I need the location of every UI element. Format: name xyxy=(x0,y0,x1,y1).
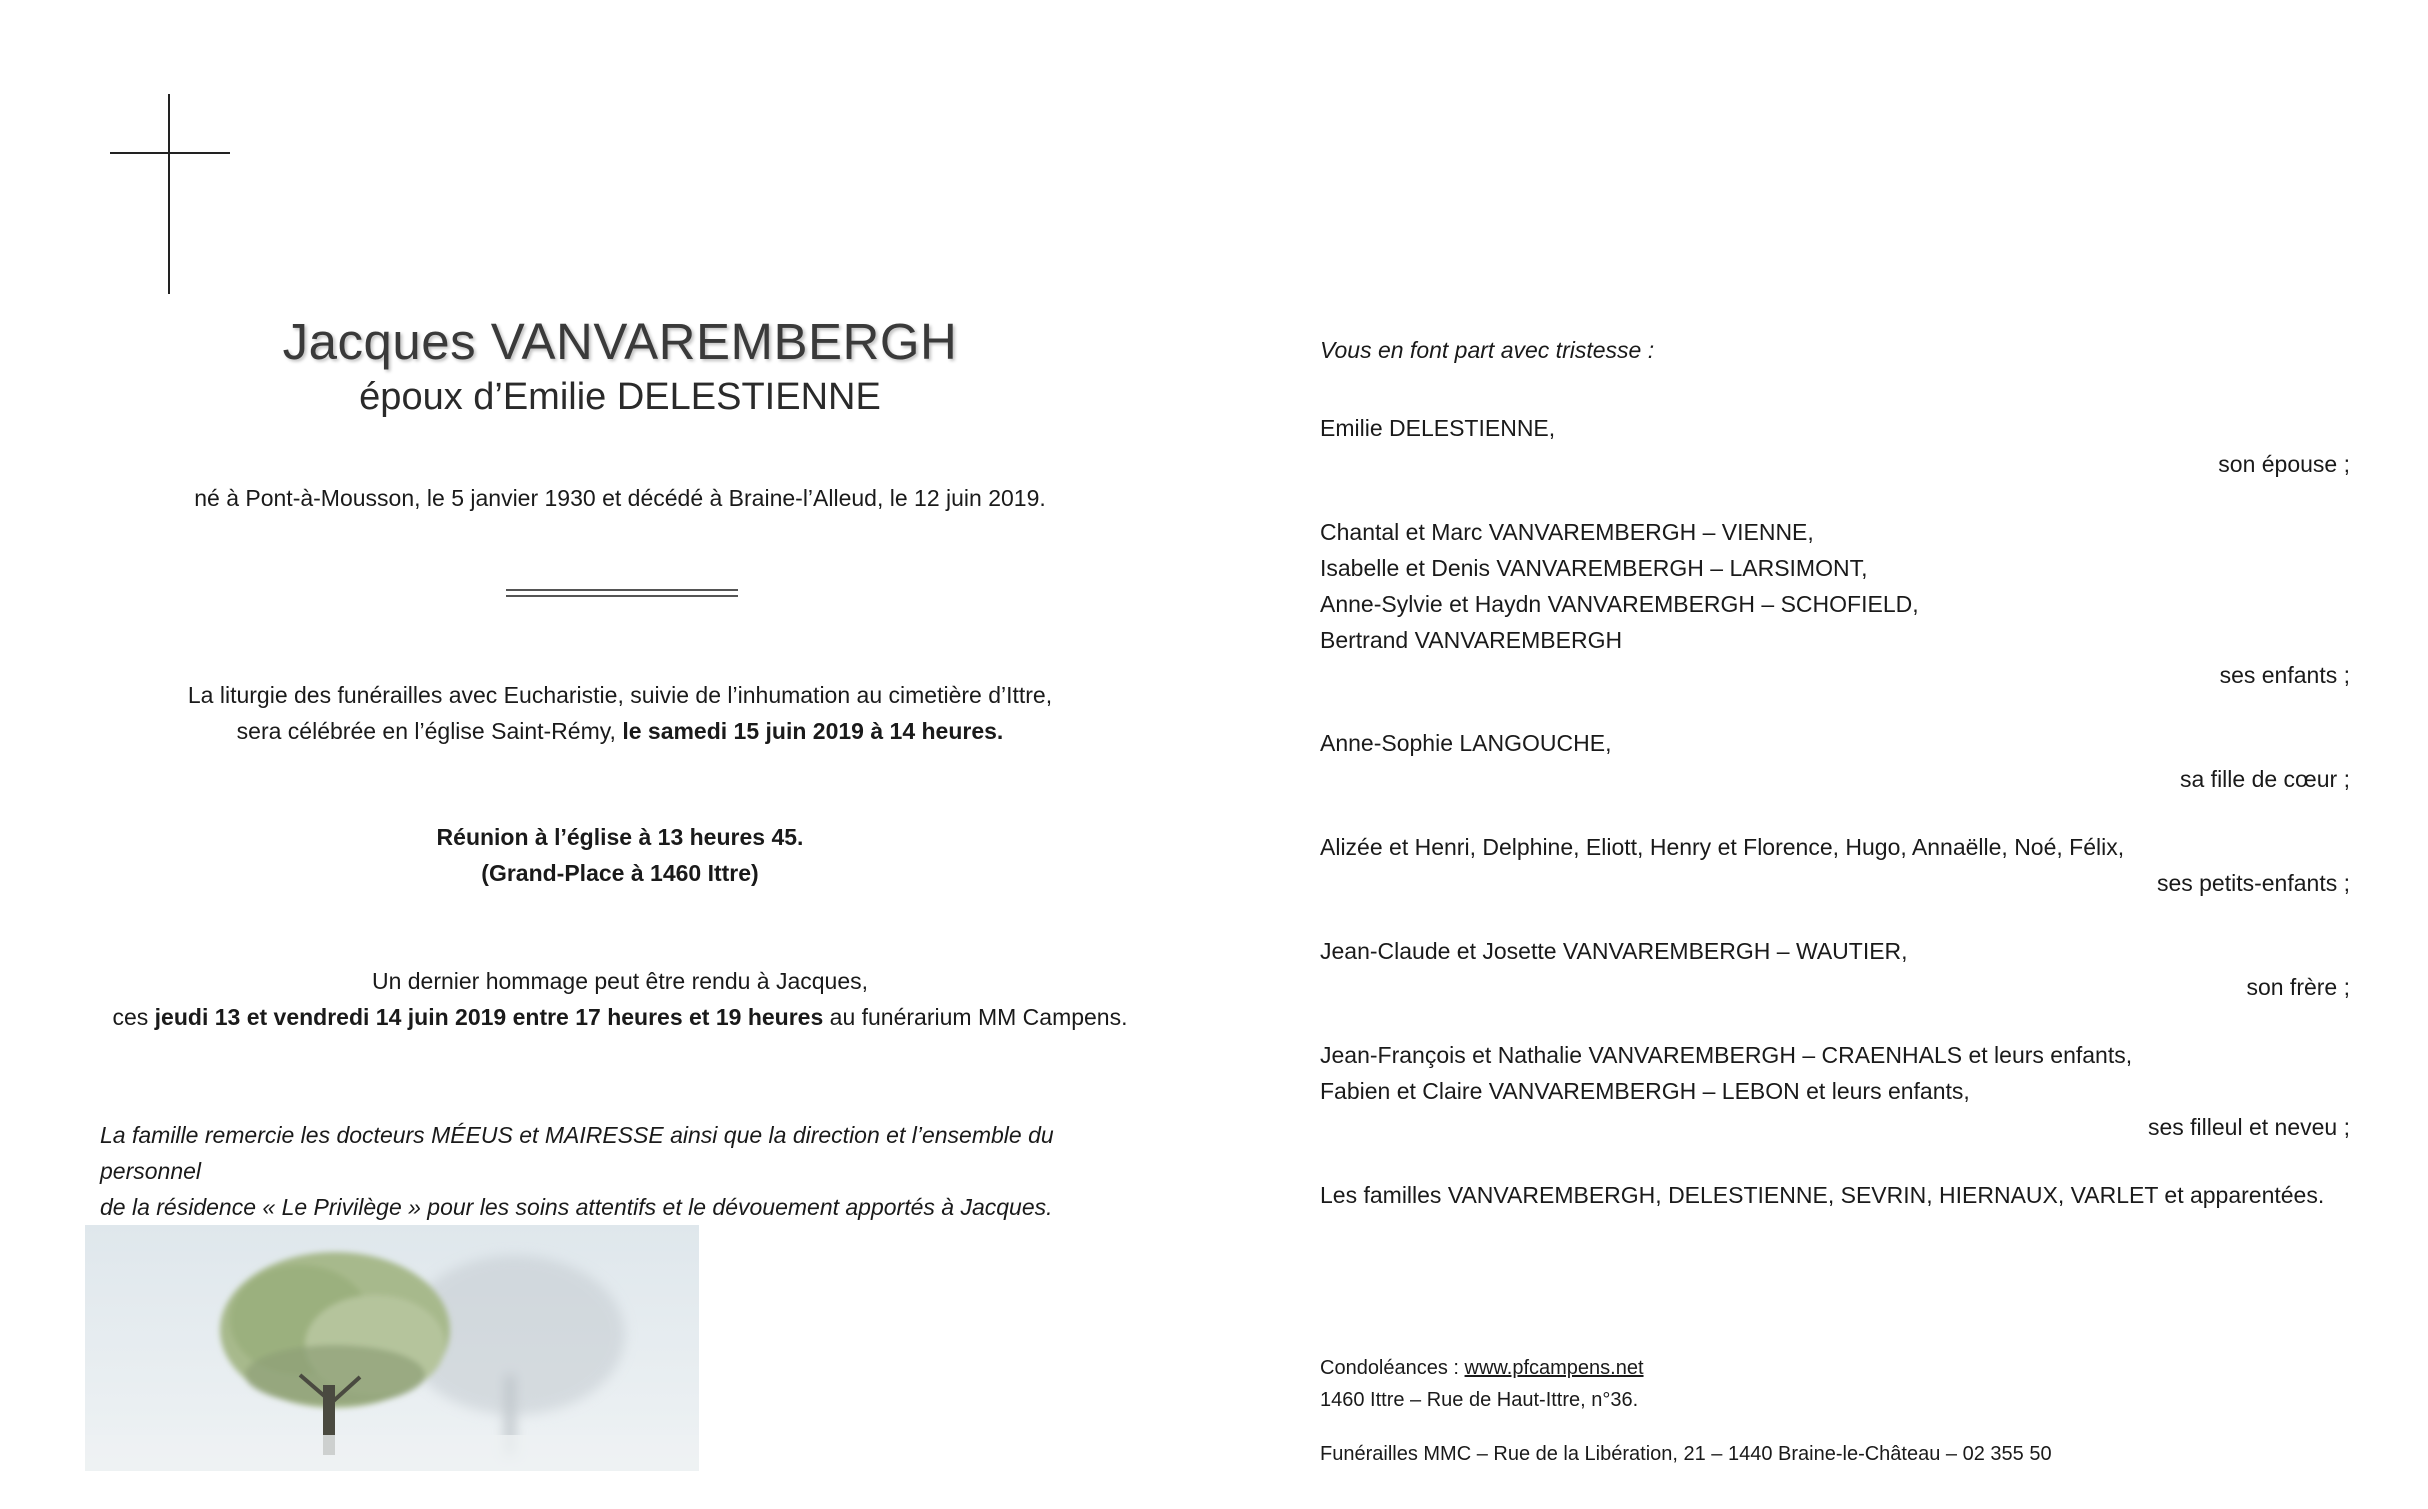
announcement-intro: Vous en font part avec tristesse : xyxy=(1320,337,1655,363)
misty-trees-image xyxy=(85,1225,699,1471)
godchildren-role: ses filleul et neveu ; xyxy=(2147,1114,2350,1140)
child-4: Bertrand VANVAREMBERGH xyxy=(1320,627,1623,653)
meeting-line-2: (Grand-Place à 1460 Ittre) xyxy=(481,860,759,886)
hommage-dates: jeudi 13 et vendredi 14 juin 2019 entre 17 heures et 19 heures xyxy=(154,1004,824,1030)
godchild-1: Jean-François et Nathalie VANVAREMBERGH – CRAENHALS et leurs enfants, xyxy=(1320,1042,2133,1068)
liturgy-line-2-text: sera célébrée en l’église Saint-Rémy, xyxy=(236,718,623,744)
hommage-line-1: Un dernier hommage peut être rendu à Jacques, xyxy=(371,968,869,994)
liturgy-line-1: La liturgie des funérailles avec Eucharistie, suivie de l’inhumation au cimetière d’Ittre, xyxy=(187,682,1053,708)
funeral-home: Funérailles MMC – Rue de la Libération, 21 – 1440 Braine-le-Château – 02 355 50 xyxy=(1320,1443,2052,1465)
meeting-line-1: Réunion à l’église à 13 heures 45. xyxy=(436,824,804,850)
children-role: ses enfants ; xyxy=(2219,662,2350,688)
brother-role: son frère ; xyxy=(2246,974,2350,1000)
condolences-link[interactable]: www.pfcampens.net xyxy=(1464,1357,1644,1379)
godchild-2: Fabien et Claire VANVAREMBERGH – LEBON et leurs enfants, xyxy=(1320,1078,1970,1104)
condolences-line xyxy=(1320,1357,1644,1380)
hommage-line-2 xyxy=(90,999,1150,1035)
families-line: Les familles VANVAREMBERGH, DELESTIENNE, SEVRIN, HIERNAUX, VARLET et apparentées. xyxy=(1320,1182,2325,1208)
hommage-paragraph xyxy=(90,963,1150,1035)
grandchildren-role: ses petits-enfants ; xyxy=(2156,870,2350,896)
liturgy-paragraph xyxy=(90,677,1150,749)
spouse-name: Emilie DELESTIENNE, xyxy=(1320,415,1556,441)
brother: Jean-Claude et Josette VANVAREMBERGH – WAUTIER, xyxy=(1320,938,1908,964)
hommage-line-2-post: au funérarium MM Campens. xyxy=(823,1004,1128,1030)
meeting-paragraph xyxy=(90,819,1150,891)
liturgy-date: le samedi 15 juin 2019 à 14 heures. xyxy=(622,718,1004,744)
heart-daughter-role: sa fille de cœur ; xyxy=(2180,766,2350,792)
child-1: Chantal et Marc VANVAREMBERGH – VIENNE, xyxy=(1320,519,1814,545)
liturgy-line-2 xyxy=(90,713,1150,749)
grandchildren: Alizée et Henri, Delphine, Eliott, Henry et Florence, Hugo, Annaëlle, Noé, Félix, xyxy=(1320,834,2125,860)
thanks-line-1: La famille remercie les docteurs MÉEUS et MAIRESSE ainsi que la direction et l’ensemble du personnel xyxy=(100,1122,1054,1184)
thanks-paragraph xyxy=(100,1117,1160,1225)
funeral-address: 1460 Ittre – Rue de Haut-Ittre, n°36. xyxy=(1320,1389,1639,1411)
condolences-label: Condoléances : xyxy=(1320,1357,1465,1379)
double-divider xyxy=(506,589,738,597)
deceased-name: Jacques VANVAREMBERGH xyxy=(282,313,958,370)
hommage-line-2-pre: ces xyxy=(112,1004,155,1030)
thanks-line-2: de la résidence « Le Privilège » pour les soins attentifs et le dévouement apportés à Jacques. xyxy=(100,1194,1053,1220)
spouse-line: époux d’Emilie DELESTIENNE xyxy=(359,376,881,418)
child-3: Anne-Sylvie et Haydn VANVAREMBERGH – SCHOFIELD, xyxy=(1320,591,1919,617)
birth-death-dates: né à Pont-à-Mousson, le 5 janvier 1930 et décédé à Braine-l’Alleud, le 12 juin 2019. xyxy=(194,485,1046,511)
child-2: Isabelle et Denis VANVAREMBERGH – LARSIMONT, xyxy=(1320,555,1868,581)
spouse-role: son épouse ; xyxy=(2218,451,2350,477)
heart-daughter: Anne-Sophie LANGOUCHE, xyxy=(1320,730,1612,756)
